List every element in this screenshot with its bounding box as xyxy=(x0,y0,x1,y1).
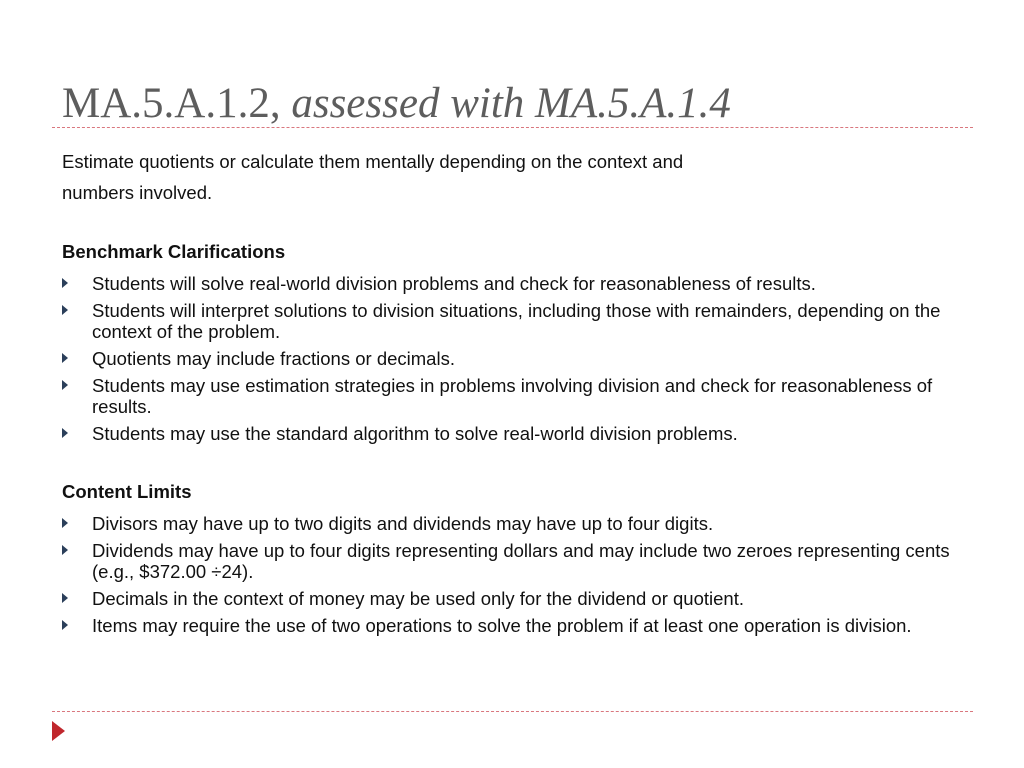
content-limits-heading: Content Limits xyxy=(62,481,192,502)
list-item-text: Decimals in the context of money may be used only for the dividend or quotient. xyxy=(92,588,744,609)
list-item-text: Quotients may include fractions or decimals. xyxy=(92,348,455,369)
triangle-bullet-icon xyxy=(62,305,68,315)
content-limits-list xyxy=(62,513,962,636)
title-main: MA.5.A.1.2, xyxy=(62,80,292,127)
slide-title xyxy=(62,78,731,130)
triangle-bullet-icon xyxy=(62,545,68,555)
bottom-divider xyxy=(52,711,973,712)
list-item xyxy=(62,348,962,369)
spacer xyxy=(62,448,962,476)
list-item xyxy=(62,513,962,534)
top-divider xyxy=(52,127,973,128)
list-item-text: Students will solve real-world division problems and check for reasonableness of results. xyxy=(92,273,816,294)
list-item-text: Students may use the standard algorithm to solve real-world division problems. xyxy=(92,423,738,444)
triangle-bullet-icon xyxy=(62,428,68,438)
list-item xyxy=(62,300,962,342)
list-item-text: Students will interpret solutions to division situations, including those with remainders, depending on the context of the problem. xyxy=(92,300,941,342)
list-item xyxy=(62,615,962,636)
list-item xyxy=(62,540,962,582)
list-item-text: Dividends may have up to four digits representing dollars and may include two zeroes representing cents (e.g., $372.00 ÷24). xyxy=(92,540,950,582)
title-italic: assessed with MA.5.A.1.4 xyxy=(291,80,731,127)
triangle-bullet-icon xyxy=(62,353,68,363)
triangle-bullet-icon xyxy=(62,593,68,603)
triangle-bullet-icon xyxy=(62,278,68,288)
slide-body xyxy=(62,146,962,640)
list-item-text: Items may require the use of two operations to solve the problem if at least one operation is division. xyxy=(92,615,912,636)
list-item xyxy=(62,375,962,417)
list-item xyxy=(62,588,962,609)
triangle-bullet-icon xyxy=(62,518,68,528)
triangle-bullet-icon xyxy=(62,380,68,390)
benchmark-list xyxy=(62,273,962,444)
list-item xyxy=(62,423,962,444)
intro-line-1: Estimate quotients or calculate them mentally depending on the context and xyxy=(62,151,684,172)
spacer xyxy=(62,208,962,236)
intro-line-2: numbers involved. xyxy=(62,182,213,203)
list-item-text: Divisors may have up to two digits and dividends may have up to four digits. xyxy=(92,513,714,534)
list-item-text: Students may use estimation strategies in problems involving division and check for reasonableness of results. xyxy=(92,375,933,417)
red-triangle-icon xyxy=(52,721,65,741)
benchmark-heading: Benchmark Clarifications xyxy=(62,241,286,262)
triangle-bullet-icon xyxy=(62,620,68,630)
list-item xyxy=(62,273,962,294)
